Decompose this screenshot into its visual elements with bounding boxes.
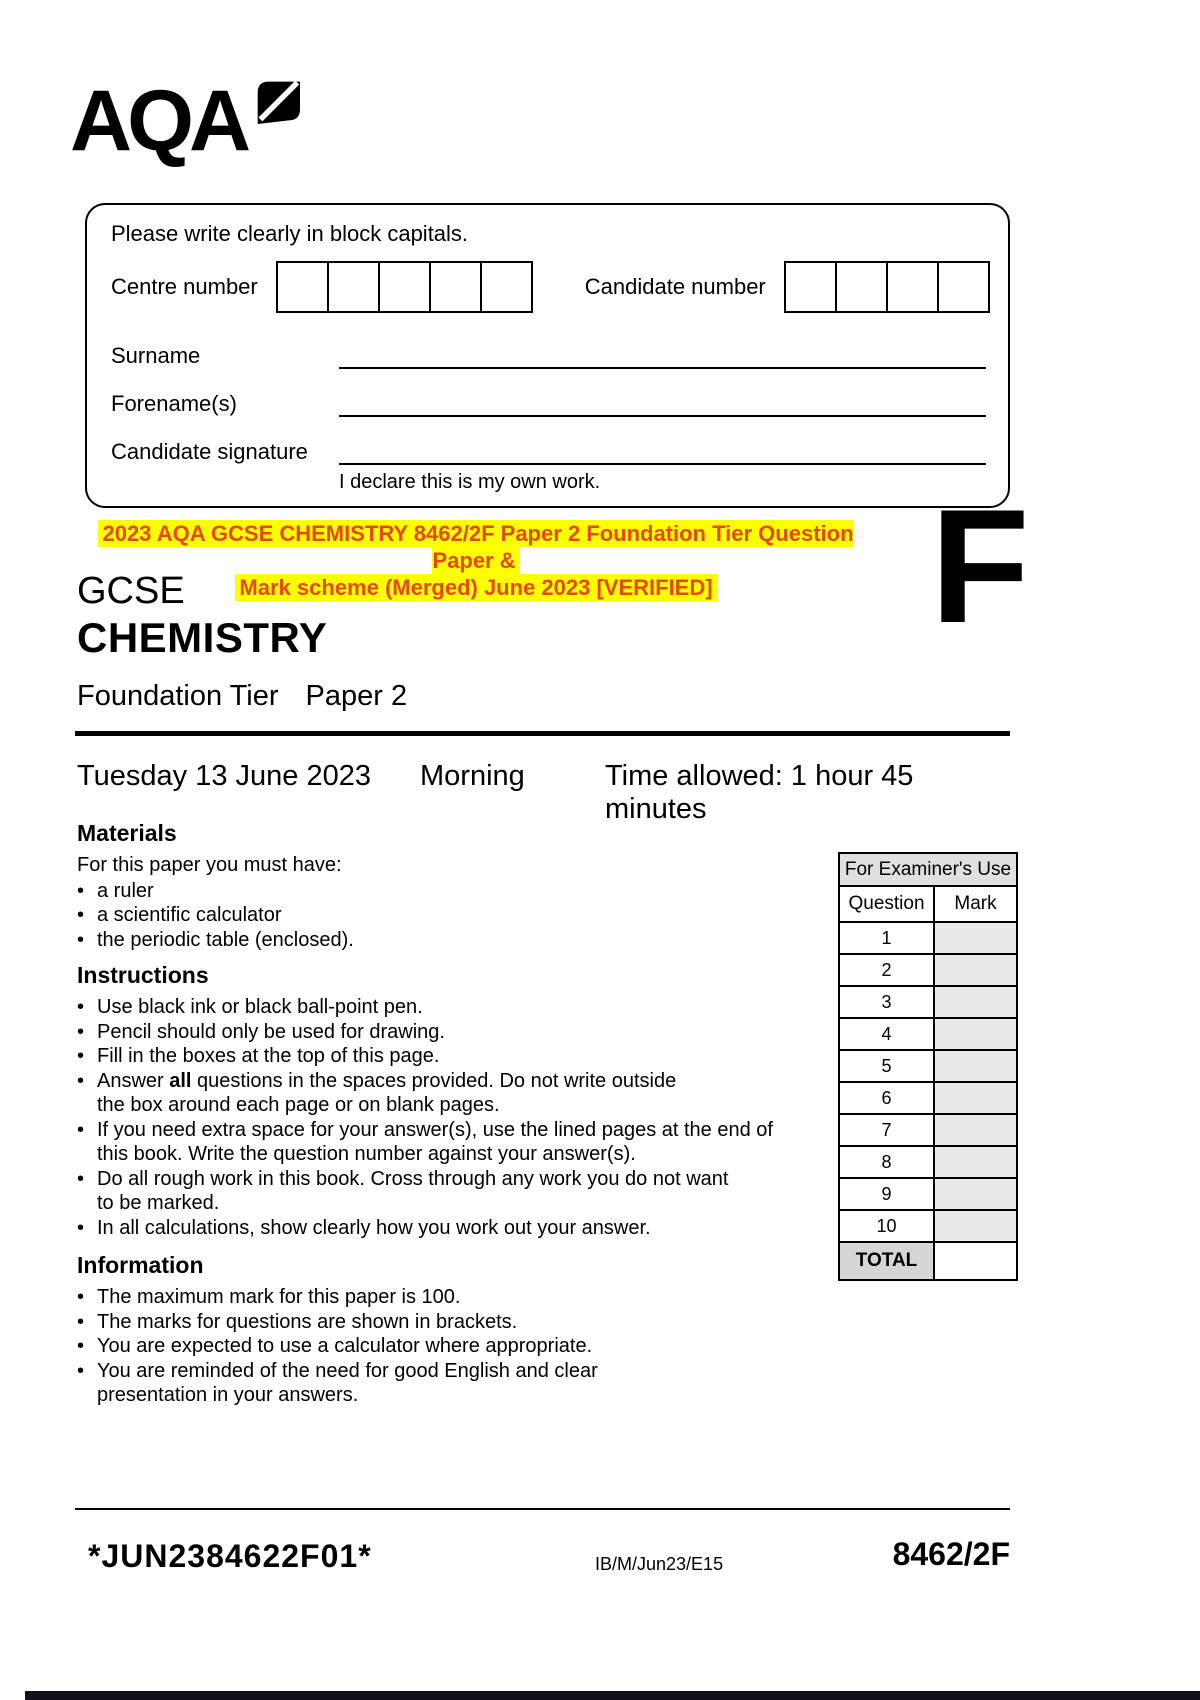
mark-cell (934, 954, 1017, 986)
examiner-row (839, 986, 1017, 1018)
question-number-cell: 4 (839, 1018, 934, 1050)
digit-box[interactable] (276, 261, 329, 313)
materials-list (77, 879, 829, 953)
forenames-field[interactable] (339, 391, 986, 417)
bullet-text: Do all rough work in this book. Cross through any work you do not want to be marked. (97, 1167, 729, 1214)
bullet-item (77, 1285, 829, 1310)
block-capitals-note: Please write clearly in block capitals. (111, 221, 469, 246)
candidate-number-label: Candidate number (584, 274, 766, 299)
verified-banner-line-1: 2023 AQA GCSE CHEMISTRY 8462/2F Paper 2 Foundation Tier Question Paper & (98, 520, 853, 574)
bullet-item (77, 995, 829, 1020)
mark-cell (934, 1018, 1017, 1050)
examiner-table-title: For Examiner's Use (839, 853, 1017, 886)
bullet-dot: • (77, 1045, 85, 1067)
bullet-text: a ruler (97, 879, 154, 902)
bullet-dot: • (77, 1286, 85, 1308)
examiner-table-header-row (839, 886, 1017, 922)
digit-box[interactable] (378, 261, 431, 313)
bullet-item (77, 903, 829, 928)
bullet-dot: • (77, 1167, 85, 1190)
bullet-dot: • (77, 1020, 85, 1043)
bullet-text: If you need extra space for your answer(s), use the lined pages at the end of this book. Write the question number against your answer(s). (97, 1118, 773, 1165)
examiner-table-title-row (839, 853, 1017, 886)
bullet-text: Answer all questions in the spaces provided. Do not write outside the box around each page or on blank pages. (97, 1069, 677, 1116)
examiner-row (839, 1210, 1017, 1242)
candidate-number-boxes (784, 261, 990, 313)
paper-label: Paper 2 (305, 680, 408, 712)
question-number-cell: 3 (839, 986, 934, 1018)
examiner-total-row (839, 1242, 1017, 1280)
surname-row (111, 341, 988, 369)
digit-box[interactable] (429, 261, 482, 313)
bullet-item (77, 1216, 829, 1241)
mark-cell (934, 986, 1017, 1018)
time-allowed: Time allowed: 1 hour 45 minutes (605, 760, 914, 825)
question-number-cell: 5 (839, 1050, 934, 1082)
digit-box[interactable] (327, 261, 380, 313)
question-number-cell: 7 (839, 1114, 934, 1146)
bullet-item (77, 1359, 829, 1408)
examiner-row (839, 1114, 1017, 1146)
bullet-text: You are reminded of the need for good English and clear presentation in your answers. (97, 1359, 598, 1406)
bullet-dot: • (77, 928, 85, 951)
examiner-row (839, 954, 1017, 986)
aqa-logo-text: AQA (70, 73, 247, 169)
bullet-item (77, 879, 829, 904)
examiner-row (839, 1050, 1017, 1082)
subject-title: CHEMISTRY (77, 614, 328, 661)
bullet-dot: • (77, 1310, 85, 1333)
examiner-row (839, 922, 1017, 954)
materials-heading: Materials (77, 820, 177, 846)
bullet-dot: • (77, 1216, 85, 1239)
forenames-row (111, 389, 988, 417)
bullet-text: Fill in the boxes at the top of this page. (97, 1045, 440, 1067)
bullet-text: Pencil should only be used for drawing. (97, 1020, 445, 1043)
own-work-declaration: I declare this is my own work. (339, 471, 601, 493)
bullet-item (77, 1020, 829, 1045)
mark-cell (934, 1178, 1017, 1210)
question-number-cell: 2 (839, 954, 934, 986)
bullet-item (77, 1069, 829, 1118)
examiner-row (839, 1082, 1017, 1114)
bullet-text: The maximum mark for this paper is 100. (97, 1286, 461, 1308)
centre-number-boxes (276, 261, 533, 313)
digit-box[interactable] (886, 261, 939, 313)
bullet-item (77, 1167, 829, 1216)
forenames-label: Forename(s) (111, 391, 237, 416)
mark-cell (934, 1050, 1017, 1082)
mark-cell (934, 1210, 1017, 1242)
signature-label: Candidate signature (111, 439, 308, 464)
digit-box[interactable] (480, 261, 533, 313)
bullet-dot: • (77, 904, 85, 926)
candidate-details-box (85, 203, 1010, 508)
question-number-cell: 9 (839, 1178, 934, 1210)
barcode-text: *JUN2384622F01* (88, 1538, 372, 1574)
bullet-item (77, 1334, 829, 1359)
information-heading: Information (77, 1252, 204, 1278)
instructions-section (77, 962, 829, 1240)
aqa-leaf-icon (254, 78, 300, 124)
examiner-row (839, 1178, 1017, 1210)
tier-label: Foundation Tier (77, 680, 279, 712)
bullet-item (77, 1310, 829, 1335)
question-column-header: Question (839, 886, 934, 922)
examiner-use-table (838, 852, 1018, 1281)
footer-reference: IB/M/Jun23/E15 (595, 1554, 724, 1574)
signature-row (111, 437, 988, 465)
bullet-item (77, 1118, 829, 1167)
question-number-cell: 6 (839, 1082, 934, 1114)
instructions-list (77, 995, 829, 1240)
bullet-dot: • (77, 879, 85, 902)
information-list (77, 1285, 829, 1408)
bullet-text: In all calculations, show clearly how you work out your answer. (97, 1216, 651, 1239)
mark-cell (934, 1114, 1017, 1146)
tier-letter: F (930, 476, 1030, 657)
bullet-item (77, 1044, 829, 1069)
bullet-text: The marks for questions are shown in brackets. (97, 1310, 518, 1333)
exam-date: Tuesday 13 June 2023 (77, 760, 371, 792)
bullet-dot: • (77, 996, 85, 1018)
bullet-dot: • (77, 1335, 85, 1357)
examiner-row (839, 1018, 1017, 1050)
total-label-cell: TOTAL (839, 1242, 934, 1280)
bullet-dot: • (77, 1118, 85, 1141)
tier-paper-row (77, 680, 407, 713)
examiner-row (839, 1146, 1017, 1178)
materials-intro: For this paper you must have: (77, 854, 342, 876)
bullet-dot: • (77, 1359, 85, 1382)
digit-box[interactable] (784, 261, 837, 313)
examiner-table-body (839, 922, 1017, 1242)
bottom-edge-bar (25, 1691, 1200, 1700)
bullet-text: You are expected to use a calculator where appropriate. (97, 1335, 593, 1357)
divider-rule (75, 731, 1010, 736)
instructions-heading: Instructions (77, 962, 209, 988)
exam-session: Morning (420, 760, 525, 792)
centre-number-label: Centre number (111, 274, 258, 299)
mark-cell (934, 1146, 1017, 1178)
mark-cell (934, 1082, 1017, 1114)
question-number-cell: 1 (839, 922, 934, 954)
mark-cell (934, 922, 1017, 954)
number-row (111, 261, 988, 313)
information-section (77, 1252, 829, 1408)
materials-section (77, 820, 829, 952)
bullet-text: Use black ink or black ball-point pen. (97, 996, 423, 1018)
digit-box[interactable] (937, 261, 990, 313)
question-number-cell: 8 (839, 1146, 934, 1178)
signature-field[interactable] (339, 439, 986, 465)
mark-column-header: Mark (934, 886, 1017, 922)
aqa-logo (70, 73, 390, 178)
session-row (77, 760, 1010, 825)
qualification-title: GCSE (77, 570, 185, 612)
footer-rule (75, 1508, 1010, 1510)
paper-code-footer: 8462/2F (892, 1536, 1010, 1572)
bullet-text: a scientific calculator (97, 904, 282, 926)
bullet-text: the periodic table (enclosed). (97, 928, 354, 951)
total-mark-cell (934, 1242, 1017, 1280)
surname-field[interactable] (339, 343, 986, 369)
digit-box[interactable] (835, 261, 888, 313)
verified-banner-line-2: Mark scheme (Merged) June 2023 [VERIFIED] (235, 574, 716, 601)
surname-label: Surname (111, 343, 201, 368)
bullet-dot: • (77, 1069, 85, 1092)
verified-banner (90, 520, 862, 601)
question-number-cell: 10 (839, 1210, 934, 1242)
bullet-item (77, 928, 829, 953)
